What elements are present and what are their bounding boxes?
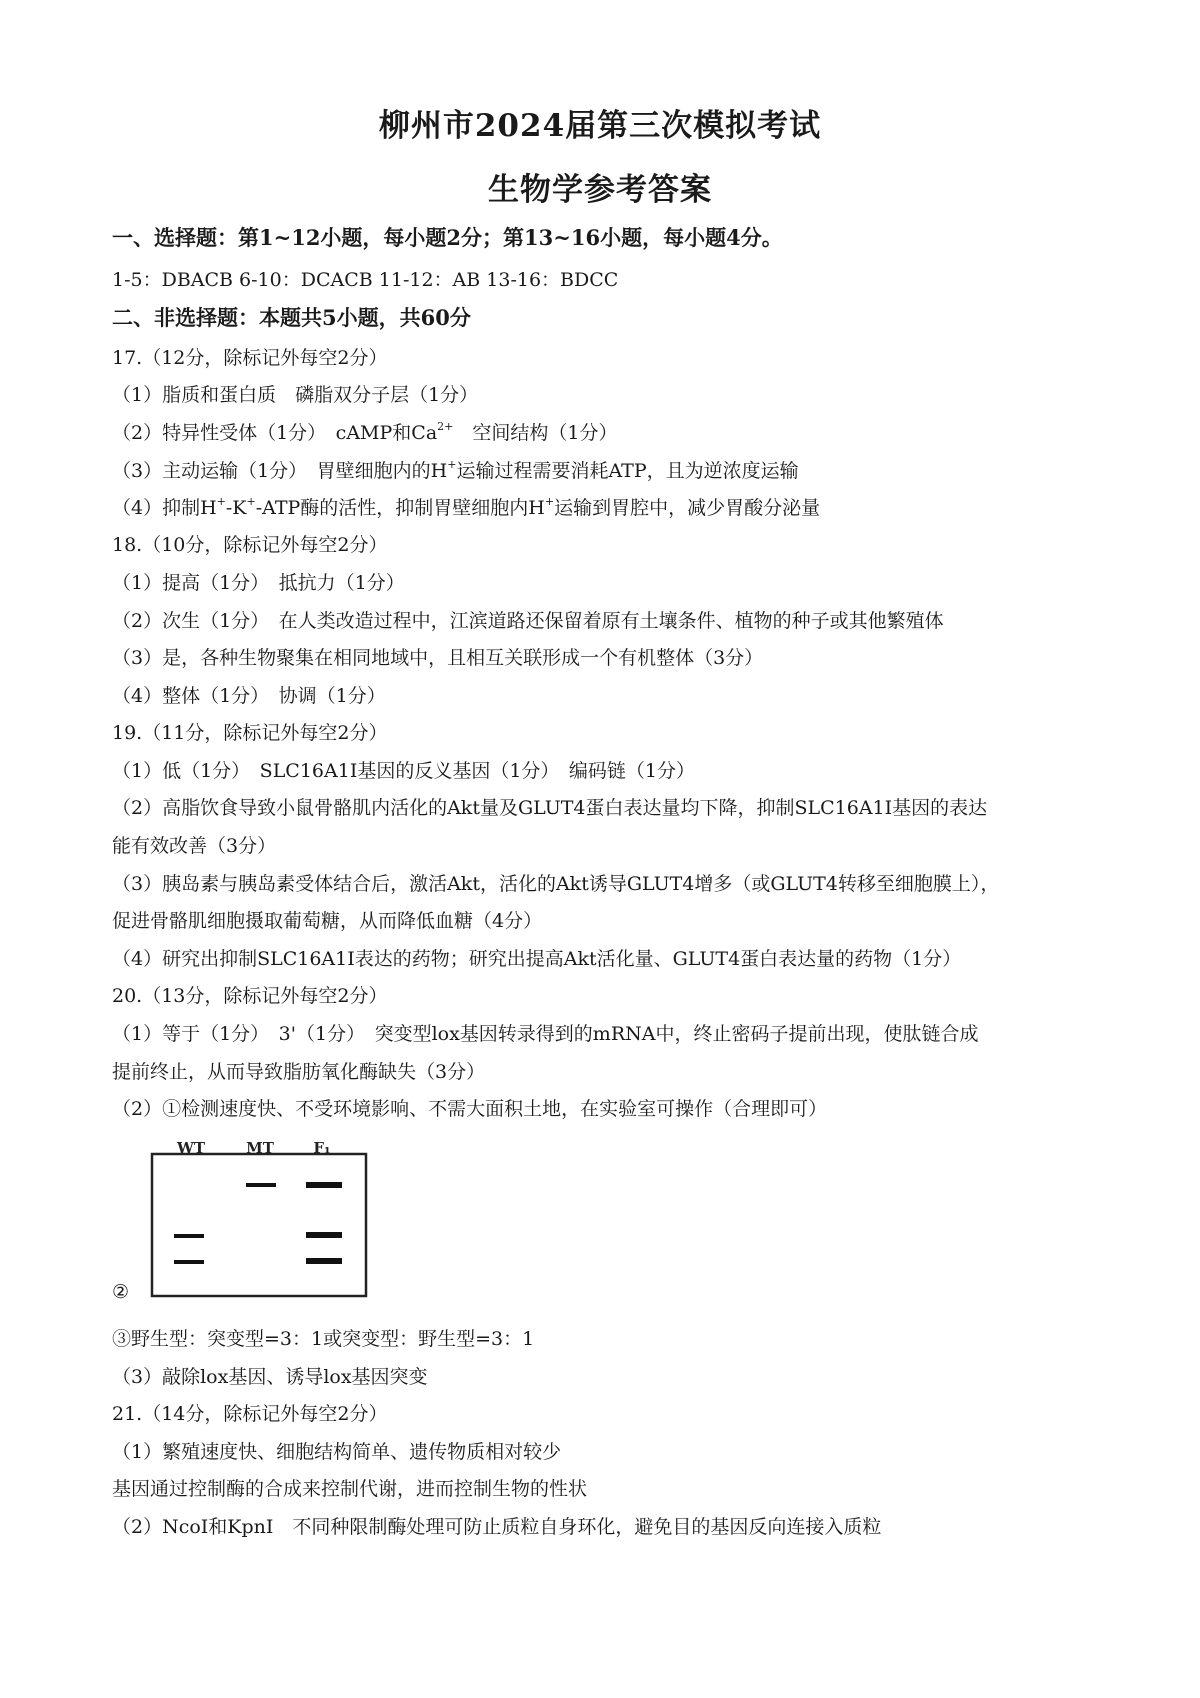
q21-answer-2: （2）NcoⅠ和KpnⅠ 不同种限制酶处理可防止质粒自身环化，避免目的基因反向连接入质粒 bbox=[112, 1516, 882, 1538]
q19-answer-4: （4）研究出抑制SLC16A1I表达的药物；研究出提高Akt活化量、GLUT4蛋白表达量的药物（1分） bbox=[112, 948, 962, 970]
q19-answer-3-line2: 促进骨骼肌细胞摄取葡萄糖，从而降低血糖（4分） bbox=[112, 910, 543, 932]
q19-header: 19.（11分，除标记外每空2分） bbox=[112, 722, 388, 744]
q20-answer-1-line2: 提前终止，从而导致脂肪氧化酶缺失（3分） bbox=[112, 1061, 486, 1083]
lane-label-f1: F₁ bbox=[313, 1140, 331, 1157]
electrophoresis-gel-diagram bbox=[134, 1140, 384, 1300]
band-f1-lower-1 bbox=[306, 1232, 342, 1238]
q18-answer-4: （4）整体（1分） 协调（1分） bbox=[112, 685, 386, 707]
q20-answer-3: （3）敲除lox基因、诱导lox基因突变 bbox=[112, 1366, 428, 1388]
q17-answer-4: （4）抑制H+-K+-ATP酶的活性，抑制胃壁细胞内H+运输到胃腔中，减少胃酸分泌量 bbox=[112, 494, 821, 519]
q21-answer-1-line1: （1）繁殖速度快、细胞结构简单、遗传物质相对较少 bbox=[112, 1441, 562, 1463]
lane-label-wt: WT bbox=[176, 1140, 206, 1157]
q20-answer-2-part1: （2）①检测速度快、不受环境影响、不需大面积土地，在实验室可操作（合理即可） bbox=[112, 1098, 828, 1120]
choice-answers: 1-5：DBACB 6-10：DCACB 11-12：AB 13-16：BDCC bbox=[112, 269, 619, 291]
section2-heading: 二、非选择题：本题共5小题，共60分 bbox=[112, 305, 471, 330]
q17-answer-3: （3）主动运输（1分） 胃壁细胞内的H+运输过程需要消耗ATP，且为逆浓度运输 bbox=[112, 457, 799, 482]
lane-label-mt: MT bbox=[246, 1140, 274, 1157]
gel-frame bbox=[152, 1154, 366, 1296]
band-wt-lower-2 bbox=[174, 1260, 204, 1264]
q20-answer-2-part2-marker: ② bbox=[112, 1281, 130, 1303]
page-title: 柳州市2024届第三次模拟考试 bbox=[378, 108, 822, 144]
band-f1-upper bbox=[306, 1182, 342, 1188]
q18-answer-2: （2）次生（1分） 在人类改造过程中，江滨道路还保留着原有土壤条件、植物的种子或其他繁殖体 bbox=[112, 610, 944, 632]
q17-header: 17.（12分，除标记外每空2分） bbox=[112, 347, 388, 369]
q20-answer-2-part3: ③野生型：突变型=3：1或突变型：野生型=3：1 bbox=[112, 1328, 535, 1350]
q19-answer-2-line2: 能有效改善（3分） bbox=[112, 835, 277, 857]
q20-header: 20.（13分，除标记外每空2分） bbox=[112, 985, 388, 1007]
q21-header: 21.（14分，除标记外每空2分） bbox=[112, 1403, 388, 1425]
q18-answer-1: （1）提高（1分） 抵抗力（1分） bbox=[112, 572, 405, 594]
section1-heading: 一、选择题：第1~12小题，每小题2分；第13~16小题，每小题4分。 bbox=[112, 225, 783, 250]
page-subtitle: 生物学参考答案 bbox=[488, 172, 712, 208]
q20-answer-1-line1: （1）等于（1分） 3'（1分） 突变型lox基因转录得到的mRNA中，终止密码子提前出现，使肽链合成 bbox=[112, 1023, 979, 1045]
q17-answer-1: （1）脂质和蛋白质 磷脂双分子层（1分） bbox=[112, 384, 479, 406]
q18-header: 18.（10分，除标记外每空2分） bbox=[112, 534, 388, 556]
band-mt-upper bbox=[246, 1183, 276, 1187]
q21-answer-1-line2: 基因通过控制酶的合成来控制代谢，进而控制生物的性状 bbox=[112, 1478, 588, 1500]
q19-answer-1: （1）低（1分） SLC16A1I基因的反义基因（1分） 编码链（1分） bbox=[112, 760, 696, 782]
q17-answer-2: （2）特异性受体（1分） cAMP和$Ca^{2+}$ 空间结构（1分） bbox=[112, 419, 618, 444]
band-f1-lower-2 bbox=[306, 1258, 342, 1264]
band-wt-lower-1 bbox=[174, 1234, 204, 1238]
q18-answer-3: （3）是，各种生物聚集在相同地域中，且相互关联形成一个有机整体（3分） bbox=[112, 647, 764, 669]
q19-answer-2-line1: （2）高脂饮食导致小鼠骨骼肌内活化的Akt量及GLUT4蛋白表达量均下降，抑制SLC16A1I基因的表达 bbox=[112, 797, 988, 819]
q19-answer-3-line1: （3）胰岛素与胰岛素受体结合后，激活Akt，活化的Akt诱导GLUT4增多（或GLUT4转移至细胞膜上）， bbox=[112, 873, 1000, 895]
